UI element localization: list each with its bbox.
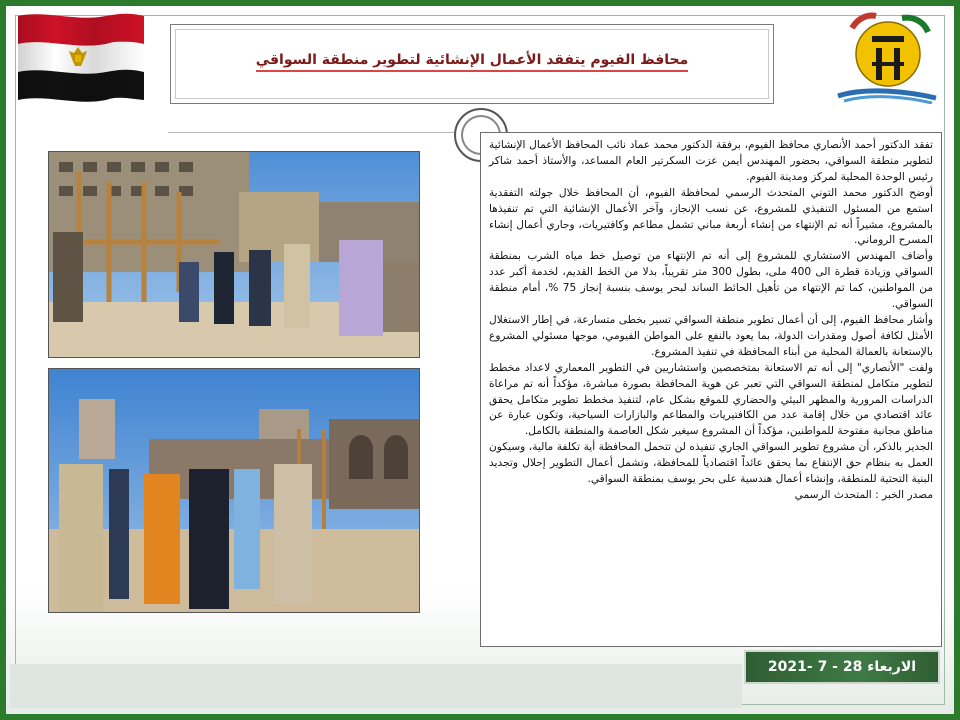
bottom-band: [10, 664, 742, 708]
title-box: [170, 24, 774, 104]
article-paragraph: أوضح الدكتور محمد التوني المتحدث الرسمي لمحافظة الفيوم، أن المحافظ خلال جولته التفقدية استمع من المسئول التنفيذي للمشروع، عن نسب الإنجاز، وآخر الأعمال الإنشائية التي تم تنفيذها بالمشروع، مشيراً أنه تم الإنتهاء من إنشاء أربعة مباني تشمل مطاعم وكافتيريات، وجاري أعمال إنشاء المسرح الروماني.: [489, 186, 933, 247]
article-paragraph: وأضاف المهندس الاستشاري للمشروع إلى أنه تم الإنتهاء من توصيل خط مياه الشرب بمنطقة السواقي وزيادة قطرة الى 400 ملى، بطول 300 متر تقريباً، بدلا من الخط القديم، لخدمة أكبر عدد من المواطنين، كما تم الإنتهاء من تأهيل الحائط الساند لبحر يوسف بنسبة إنجاز 75 %، أمام منطقة السواقي.: [489, 250, 933, 311]
date-badge: [744, 650, 940, 684]
article-paragraph: ولفت "الأنصاري" إلى أنه تم الاستعانة بمتخصصين واستشاريين في التطوير المعماري لاعداد مخطط لتطوير متكامل لمنطقة السواقي التي تعبر عن هوية المحافظة بصورة مباشرة، مؤكداً أنه تم مراعاة الدراسات المرورية والمظهر البيئي والحضاري للموقع بشكل عام، لتنفيذ مخطط تطوير متكامل يحقق عائد اقتصادي من خلال إقامة عدد من الكافتيريات والمطاعم والبازارات السياحية، وتكون عبارة عن مناطق مجانية مفتوحة للمواطنين، مؤكداً أن المشروع سيغير شكل العاصمة والمنطقة بالكامل.: [489, 361, 933, 438]
news-photo-2: [48, 368, 420, 613]
site-visit-photo-icon: [49, 152, 420, 358]
article-paragraph: وأشار محافظ الفيوم، إلى أن أعمال تطوير منطقة السواقي تسير بخطى متسارعة، في إطار الاستغلال الأمثل لكافة أصول ومقدرات الدولة، بما يعود بالنفع على المواطن الفيومي، موجها مسئولي المشروع بالإستعانة بالعمالة المحلية من أبناء المحافظة في تنفيذ المشروع.: [489, 313, 933, 358]
article-body: [480, 132, 942, 647]
article-paragraph: الجدير بالذكر، أن مشروع تطوير السواقي الجاري تنفيذه لن تتحمل المحافظة أية تكلفة مالية، وسيكون العمل به بنظام حق الإنتفاع بما يحقق عائداً اقتصادياً للمحافظة، وتشمل أعمال التطوير إحلال وتجديد البنية التحتية للمنطقة، وإنشاء أعمال هندسية على بحر يوسف بمنطقة السواقي.: [489, 441, 933, 486]
news-photo-1: [48, 151, 420, 358]
egypt-flag-icon: [16, 10, 146, 102]
article-source: مصدر الخبر : المتحدث الرسمي: [794, 488, 933, 501]
date-text: الاربعاء 28 - 7 -2021: [767, 659, 917, 675]
article-paragraph: تفقد الدكتور أحمد الأنصاري محافظ الفيوم، برفقة الدكتور محمد عماد نائب المحافظ الأعمال الإنشائية لتطوير منطقة السواقي، بحضور المهندس أيمن عزت السكرتير العام المساعد، والأستاذ أحمد شاكر رئيس الوحدة المحلية لمركز ومدينة الفيوم.: [489, 139, 933, 183]
page-title: [171, 52, 773, 72]
divider-line: [168, 132, 454, 133]
fayoum-governorate-logo-icon: [832, 8, 940, 104]
site-visit-photo-icon: [49, 369, 420, 613]
page-title-text: محافظ الفيوم يتفقد الأعمال الإنشائية لتطوير منطقة السواقي: [256, 52, 689, 72]
